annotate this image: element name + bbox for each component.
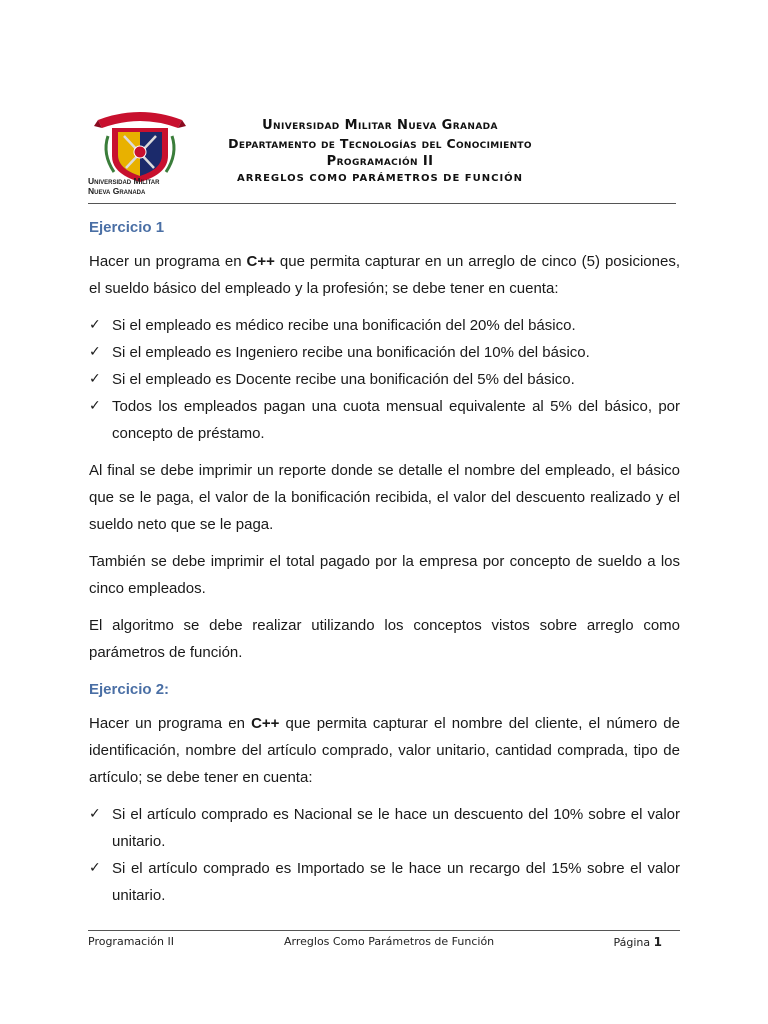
exercise-1-conditions bbox=[89, 312, 680, 447]
logo-caption-line2: Nueva Granada bbox=[88, 186, 146, 196]
check-icon: ✓ bbox=[89, 806, 101, 822]
header-titles bbox=[200, 117, 560, 187]
university-name: Universidad Militar Nueva Granada bbox=[262, 118, 498, 133]
list-item bbox=[89, 312, 680, 339]
intro-text-pre: Hacer un programa en bbox=[89, 253, 247, 270]
footer-course: Programación II bbox=[88, 935, 174, 948]
exercise-1-total-paragraph: También se debe imprimir el total pagado por la empresa por concepto de sueldo a los cinco empleados. bbox=[89, 553, 680, 597]
exercise-2-intro bbox=[89, 710, 680, 791]
exercise-1-algorithm-paragraph: El algoritmo se debe realizar utilizando los conceptos vistos sobre arreglo como parámetros de función. bbox=[89, 617, 680, 661]
intro-text-post: que permita capturar en un arreglo de cinco (5) posiciones, el sueldo básico del empleado y la profesión; se debe tener en cuenta: bbox=[89, 253, 681, 297]
list-item-text: Si el empleado es Ingeniero recibe una bonificación del 10% del básico. bbox=[112, 344, 590, 361]
topic-title: ARREGLOS COMO PARÁMETROS DE FUNCIÓN bbox=[236, 173, 524, 184]
exercise-1-report-paragraph: Al final se debe imprimir un reporte donde se detalle el nombre del empleado, el básico que se le paga, el valor de la bonificación recibida, el valor del descuento realizado y el sueldo neto que se le paga. bbox=[89, 462, 680, 533]
list-item-text: Si el artículo comprado es Nacional se le hace un descuento del 10% sobre el valor unitario. bbox=[112, 806, 680, 850]
footer-divider bbox=[88, 930, 680, 931]
list-item bbox=[89, 339, 680, 366]
check-icon: ✓ bbox=[89, 344, 101, 360]
logo-caption bbox=[88, 176, 188, 196]
list-item-text: Todos los empleados pagan una cuota mensual equivalente al 5% del básico, por concepto de préstamo. bbox=[112, 398, 680, 442]
check-icon: ✓ bbox=[89, 398, 101, 414]
exercise-2-conditions bbox=[89, 801, 680, 909]
course-name: Programación II bbox=[326, 154, 434, 169]
list-item-text: Si el empleado es médico recibe una bonificación del 20% del básico. bbox=[112, 317, 576, 334]
list-item bbox=[89, 393, 680, 447]
exercise-1-title: Ejercicio 1 bbox=[89, 219, 165, 236]
document-body bbox=[89, 214, 680, 909]
list-item-text: Si el empleado es Docente recibe una bonificación del 5% del básico. bbox=[112, 371, 575, 388]
page-footer bbox=[88, 933, 680, 951]
header-divider bbox=[88, 203, 676, 204]
page-number: 1 bbox=[653, 935, 662, 949]
document-header bbox=[88, 100, 676, 204]
language-name: C++ bbox=[246, 253, 275, 270]
list-item bbox=[89, 366, 680, 393]
exercise-2-title: Ejercicio 2: bbox=[89, 681, 170, 698]
footer-page bbox=[614, 933, 663, 952]
list-item bbox=[89, 855, 680, 909]
intro-text-pre: Hacer un programa en bbox=[89, 715, 252, 732]
intro-text-post: que permita capturar el nombre del cliente, el número de identificación, nombre del artículo comprado, valor unitario, cantidad comprada, tipo de artículo; se debe tener en cuenta: bbox=[89, 715, 680, 786]
check-icon: ✓ bbox=[89, 317, 101, 333]
check-icon: ✓ bbox=[89, 371, 101, 387]
department-name: Departamento de Tecnologías del Conocimiento bbox=[228, 136, 532, 151]
language-name: C++ bbox=[251, 715, 280, 732]
logo-caption-line1: Universidad Militar bbox=[88, 176, 160, 186]
check-icon: ✓ bbox=[89, 860, 101, 876]
list-item-text: Si el artículo comprado es Importado se le hace un recargo del 15% sobre el valor unitario. bbox=[112, 860, 680, 904]
list-item bbox=[89, 801, 680, 855]
exercise-1-intro bbox=[89, 248, 680, 302]
footer-topic: Arreglos Como Parámetros de Función bbox=[284, 935, 495, 948]
page-label: Página bbox=[613, 936, 651, 949]
